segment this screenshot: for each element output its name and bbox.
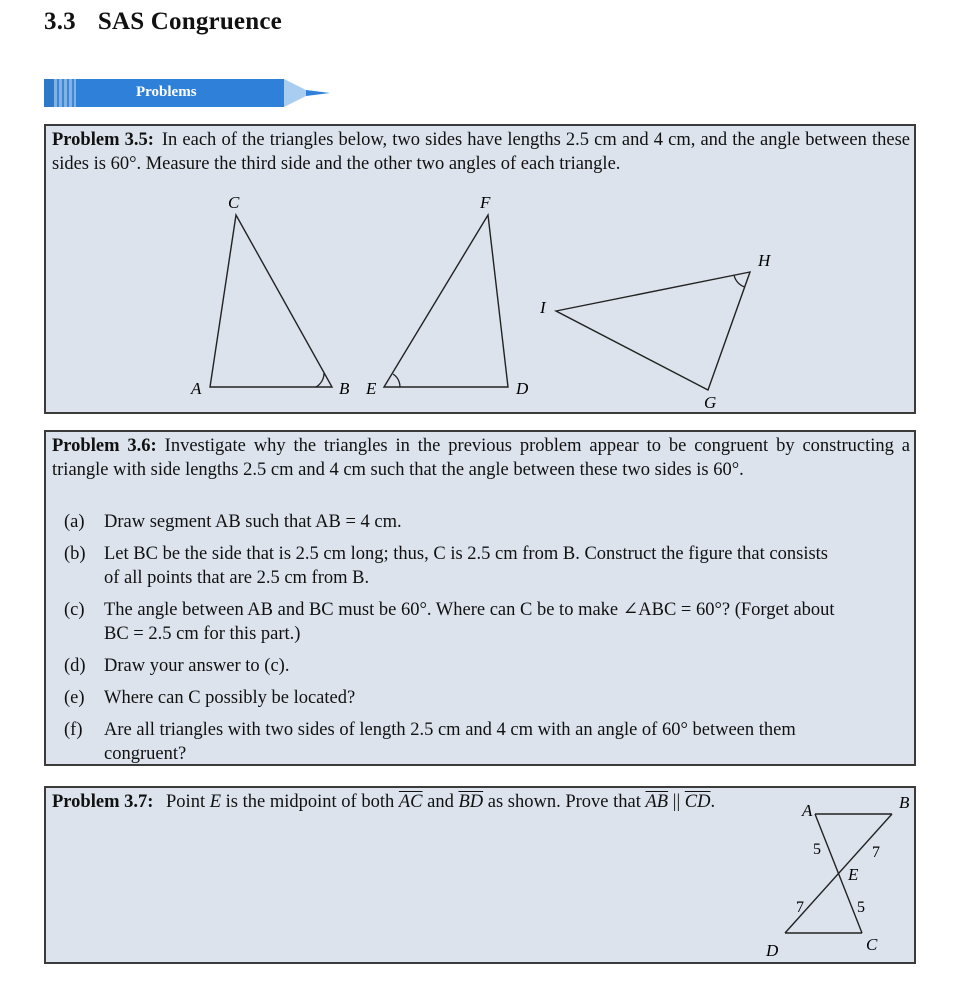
vertex-label-f: F: [480, 193, 491, 212]
section-heading: [44, 8, 282, 36]
fig-label-b: B: [899, 793, 910, 812]
fig-label-e: E: [848, 865, 859, 884]
parallel-symbol: ||: [672, 792, 681, 812]
section-number: 3.3: [44, 8, 76, 35]
point-e: E: [209, 792, 222, 812]
part-text-cont: of all points that are 2.5 cm from B.: [104, 568, 370, 588]
text-fragment: as shown. Prove that: [487, 792, 641, 812]
triangle-ghi: [556, 272, 750, 390]
vertex-label-a: A: [191, 379, 202, 398]
problems-banner: [44, 76, 334, 110]
problem-3-7-label: Problem 3.7:: [52, 792, 154, 812]
part-letter: (d): [64, 656, 86, 676]
vertex-label-i: I: [540, 298, 546, 317]
length-de: 7: [796, 899, 804, 916]
fig-label-a: A: [802, 801, 813, 820]
vertex-label-c: C: [228, 193, 240, 212]
segment-ab: $\overline{AB}$: [645, 792, 669, 812]
length-ce: 5: [857, 899, 865, 916]
vertex-label-h: H: [758, 251, 771, 270]
problems-label: Problems: [136, 84, 197, 100]
fig-label-c: C: [866, 935, 878, 954]
text-fragment: .: [710, 792, 716, 812]
part-text: Are all triangles with two sides of length 2.5 cm and 4 cm with an angle of 60° between them: [104, 720, 796, 740]
vertex-label-g: G: [704, 393, 717, 412]
angle-mark-b: [316, 373, 324, 387]
segment-bd: $\overline{BD}$: [458, 792, 484, 812]
part-text: Where can C possibly be located?: [104, 688, 356, 708]
part-letter: (c): [64, 600, 85, 620]
problem-3-7-figure: [46, 788, 914, 962]
part-text: Draw segment AB such that AB = 4 cm.: [104, 512, 402, 532]
angle-mark-e: [393, 374, 400, 387]
segment-ac: $\overline{AC}$: [398, 792, 423, 812]
fig-label-d: D: [766, 941, 779, 960]
part-letter: (a): [64, 512, 85, 532]
vertex-label-e: E: [366, 379, 377, 398]
problem-3-5-box: [44, 124, 916, 414]
vertex-label-b: B: [339, 379, 350, 398]
part-text: Let BC be the side that is 2.5 cm long; thus, C is 2.5 cm from B. Construct the figure that consists: [104, 544, 828, 564]
angle-mark-h: [734, 275, 745, 287]
part-text-cont: congruent?: [104, 744, 187, 764]
length-ae: 5: [813, 841, 821, 858]
part-letter: (b): [64, 544, 86, 564]
vertex-label-d: D: [516, 379, 529, 398]
part-letter: (e): [64, 688, 85, 708]
part-text: The angle between AB and BC must be 60°. Where can C be to make ∠ABC = 60°? (Forget about: [104, 600, 835, 620]
text-fragment: and: [427, 792, 454, 812]
text-fragment: is the midpoint of both: [225, 792, 395, 812]
part-letter: (f): [64, 720, 83, 740]
problem-3-6-text: Investigate why the triangles in the previous problem appear to be congruent by constructing a triangle with side lengths 2.5 cm and 4 cm such that the angle between these two sides is 60°.: [52, 436, 910, 480]
length-be: 7: [872, 844, 880, 861]
triangle-abc: [210, 215, 332, 387]
section-title: SAS Congruence: [97, 8, 282, 35]
text-fragment: Point: [166, 792, 206, 812]
segment-cd: $\overline{CD}$: [684, 792, 711, 812]
problem-3-7-box: [44, 786, 916, 964]
problem-3-5-text: In each of the triangles below, two sides have lengths 2.5 cm and 4 cm, and the angle between these sides is 60°. Measure the third side and the other two angles of each triangle.: [52, 130, 910, 174]
triangle-def: [384, 215, 508, 387]
part-text-cont: BC = 2.5 cm for this part.): [104, 624, 301, 644]
problem-3-6-label: Problem 3.6:: [52, 436, 157, 456]
problem-3-5-figure: [46, 126, 914, 412]
part-text: Draw your answer to (c).: [104, 656, 290, 676]
problem-3-6-statement: [52, 434, 910, 482]
problem-3-5-label: Problem 3.5:: [52, 130, 154, 150]
problem-3-6-box: [44, 430, 916, 766]
